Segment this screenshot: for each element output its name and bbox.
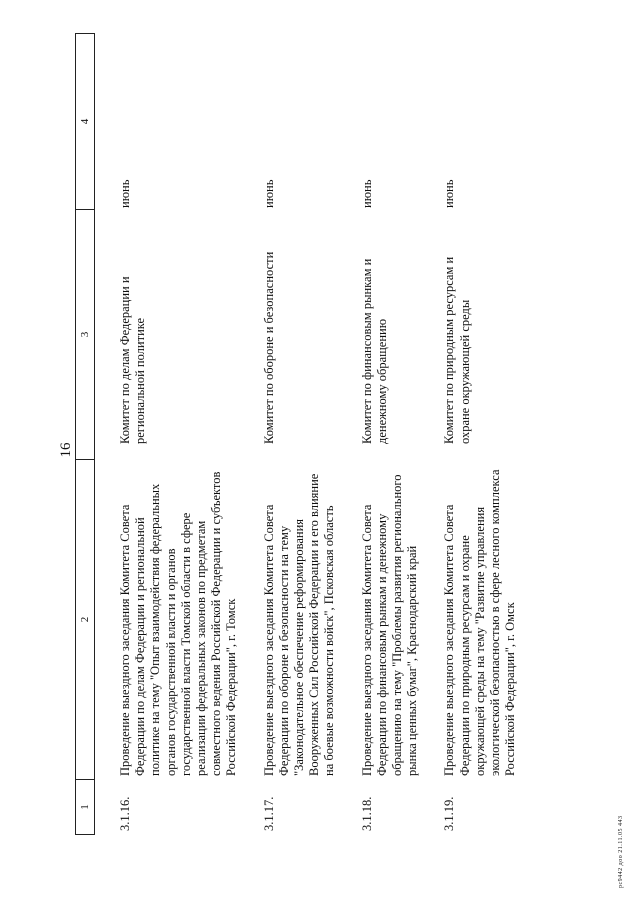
page-number: 16 bbox=[58, 442, 74, 458]
table-header bbox=[75, 33, 95, 835]
event-month: июнь bbox=[442, 179, 457, 208]
column-header-2: 2 bbox=[76, 459, 94, 779]
row-number: 3.1.16. bbox=[118, 796, 132, 831]
column-header-1: 1 bbox=[76, 779, 94, 834]
event-month: июнь bbox=[261, 179, 276, 208]
event-description: Проведение выездного заседания Комитета Совета Федерации по финансовым рынкам и денежному обращению на тему "Проблемы развития регионального рынка ценных бумаг", Краснодарский край bbox=[359, 474, 420, 776]
print-code: рс9442 доо 21.11.05 443 bbox=[618, 815, 624, 888]
table-row bbox=[118, 35, 240, 835]
table-body bbox=[118, 35, 540, 835]
row-number: 3.1.18. bbox=[359, 796, 374, 831]
responsible-committee: Комитет по обороне и безопасности bbox=[261, 251, 276, 444]
table-row bbox=[442, 35, 518, 835]
event-description: Проведение выездного заседания Комитета Совета Федерации по природным ресурсам и охране окружающей среды на тему "Развитие управления экологической безопасностью в сфере лесного комплекса Российской Федерации", г. Омск bbox=[442, 469, 518, 776]
event-month: июнь bbox=[118, 179, 132, 208]
table-row bbox=[360, 35, 421, 835]
responsible-committee: Комитет по делам Федерации и региональной политике bbox=[118, 276, 148, 444]
event-description: Проведение выездного заседания Комитета Совета Федерации по делам Федерации и региональной политике на тему "Опыт взаимодействия федеральных органов государственной власти и органов государственной власти Томской области в сфере реализации федеральных законов по предметам совместного ведения Российской Федерации и субъектов Российской Федерации", г. Томск bbox=[118, 471, 239, 776]
row-number: 3.1.19. bbox=[442, 796, 457, 831]
column-header-3: 3 bbox=[76, 209, 94, 459]
row-number: 3.1.17. bbox=[261, 796, 276, 831]
responsible-committee: Комитет по финансовым рынкам и денежному обращению bbox=[359, 258, 389, 444]
table-row bbox=[262, 35, 338, 835]
event-month: июнь bbox=[359, 179, 374, 208]
event-description: Проведение выездного заседания Комитета Совета Федерации по обороне и безопасности на тему "Законодательное обеспечение реформирования Вооруженных Сил Российской Федерации и его влияние на боевые возможности войск", Псковская область bbox=[261, 473, 337, 776]
column-header-4: 4 bbox=[79, 118, 91, 125]
responsible-committee: Комитет по природным ресурсам и охране окружающей среды bbox=[442, 256, 472, 444]
